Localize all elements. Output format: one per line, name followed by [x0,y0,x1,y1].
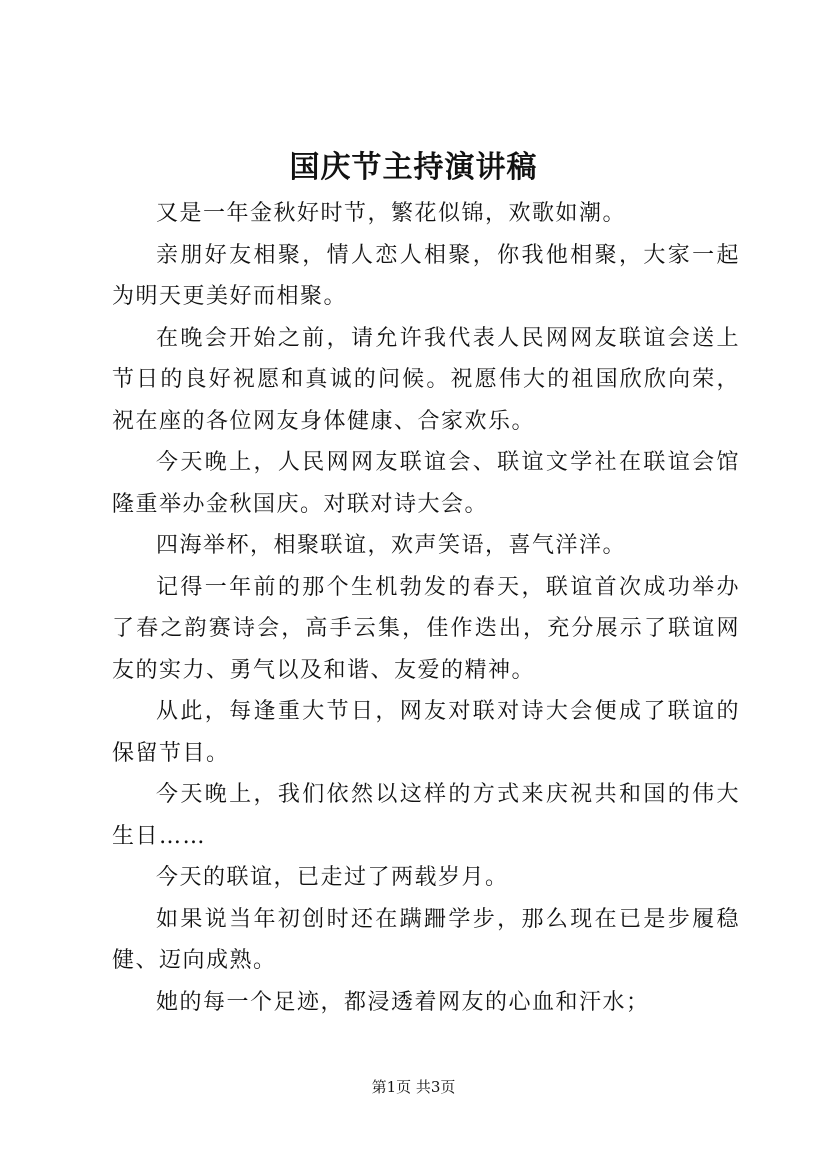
paragraph: 四海举杯，相聚联谊，欢声笑语，喜气洋洋。 [156,533,627,558]
document-body [112,193,740,1023]
paragraph: 亲朋好友相聚，情人恋人相聚，你我他相聚，大家一起为明天更美好而相聚。 [112,242,740,309]
paragraph: 如果说当年初创时还在蹒跚学步，那么现在已是步履稳健、迈向成熟。 [112,906,740,973]
paragraph: 记得一年前的那个生机勃发的春天，联谊首次成功举办了春之韵赛诗会，高手云集，佳作迭出，充分展示了联谊网友的实力、勇气以及和谐、友爱的精神。 [112,574,740,683]
page-title: 国庆节主持演讲稿 [289,150,538,185]
paragraph: 从此，每逢重大节日，网友对联对诗大会便成了联谊的保留节目。 [112,699,740,766]
paragraph: 又是一年金秋好时节，繁花似锦，欢歌如潮。 [156,201,627,226]
page-number-footer: 第1页 共3页 [371,1078,456,1096]
paragraph: 今天的联谊，已走过了两载岁月。 [156,865,509,890]
paragraph: 她的每一个足迹，都浸透着网友的心血和汗水； [156,989,650,1015]
paragraph: 在晚会开始之前，请允许我代表人民网网友联谊会送上节日的良好祝愿和真诚的问候。祝愿伟大的祖国欣欣向荣，祝在座的各位网友身体健康、合家欢乐。 [112,325,740,434]
paragraph: 今天晚上，人民网网友联谊会、联谊文学社在联谊会馆隆重举办金秋国庆。对联对诗大会。 [112,450,740,517]
paragraph: 今天晚上，我们依然以这样的方式来庆祝共和国的伟大生日…… [112,782,740,849]
